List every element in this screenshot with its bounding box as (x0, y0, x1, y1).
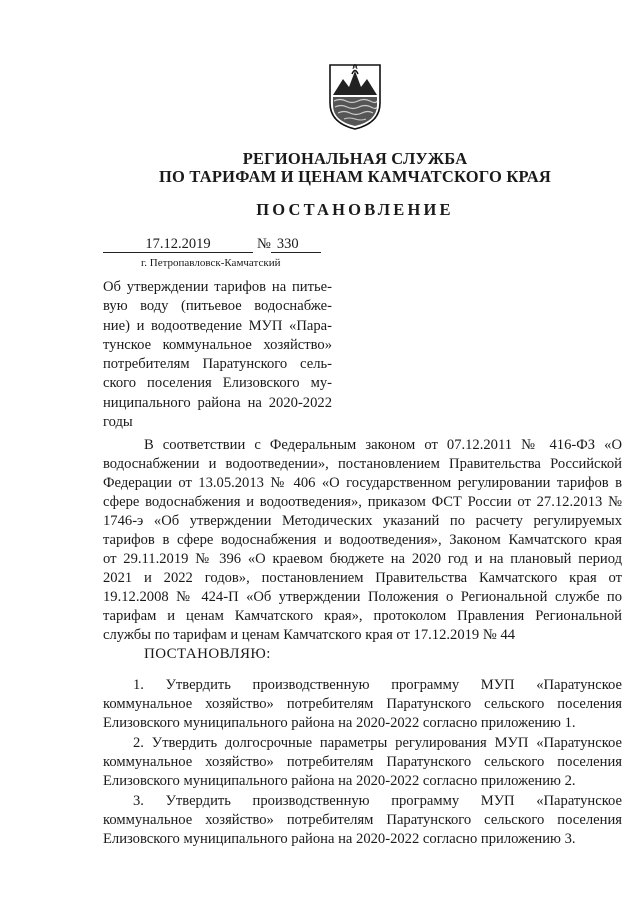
preamble-line: водоснабжении и водоотведении», постановлением Правительства Российской (103, 456, 622, 472)
item-line: Елизовского муниципального района на 2020-2022 согласно приложению 1. (103, 715, 576, 731)
title-line: тунское коммунальное хозяйство» (103, 336, 332, 353)
preamble-line: Федерации от 13.05.2013 № 406 «О государственном регулировании тарифов в (103, 475, 622, 491)
resolution-item-2 (103, 734, 622, 791)
resolution-items (103, 676, 622, 849)
preamble-line: 2021 и 2022 годов», постановлением Правительства Камчатского края от (103, 570, 622, 586)
date-number-line (103, 236, 321, 253)
item-line: коммунальное хозяйство» потребителям Паратунского сельского поселения (103, 812, 622, 828)
document-title (103, 278, 332, 432)
number-sign: № (257, 236, 271, 252)
item-line: коммунальное хозяйство» потребителям Паратунского сельского поселения (103, 696, 622, 712)
title-line: годы (103, 414, 133, 431)
item-line: 3. Утвердить производственную программу МУП «Паратунское (133, 793, 622, 809)
title-line: ского поселения Елизовского му- (103, 375, 332, 392)
title-line: потребителям Паратунского сель- (103, 356, 332, 373)
item-line: 1. Утвердить производственную программу МУП «Паратунское (133, 677, 622, 693)
resolution-item-1 (103, 676, 622, 733)
preamble-line: тарифов в сфере водоснабжения и водоотведения», Законом Камчатского края (103, 532, 622, 548)
document-number: 330 (271, 237, 321, 253)
coat-of-arms-emblem (327, 61, 383, 131)
issuer-name-line-1: РЕГИОНАЛЬНАЯ СЛУЖБА (242, 149, 468, 168)
preamble-line: службы по тарифам и ценам Камчатского края от 17.12.2019 № 44 (103, 627, 516, 643)
preamble-line: 19.12.2008 № 424-П «Об утверждении Положения о Региональной службе по (103, 589, 622, 605)
preamble-line: тарифам и ценам Камчатского края», протоколом Правления Региональной (103, 608, 622, 624)
issue-place: г. Петропавловск-Камчатский (141, 257, 281, 269)
resolution-item-3 (103, 792, 622, 849)
item-line: Елизовского муниципального района на 2020-2022 согласно приложению 3. (103, 831, 576, 847)
preamble-line: сфере водоснабжения и водоотведения», приказом ФСТ России от 27.12.2013 № (103, 494, 622, 510)
issuer-name-line-2: ПО ТАРИФАМ И ЦЕНАМ КАМЧАТСКОГО КРАЯ (159, 167, 551, 186)
preamble-paragraph (103, 436, 622, 645)
item-line: 2. Утвердить долгосрочные параметры регулирования МУП «Паратунское (133, 735, 622, 751)
preamble-line: В соответствии с Федеральным законом от 07.12.2011 № 416-ФЗ «О (144, 437, 622, 453)
item-line: Елизовского муниципального района на 2020-2022 согласно приложению 2. (103, 773, 576, 789)
title-line: Об утверждении тарифов на питье- (103, 279, 332, 295)
preamble-line: 1746-э «Об утверждении Методических указаний по расчету регулируемых (103, 513, 622, 529)
title-line: ниципального района на 2020-2022 (103, 394, 332, 411)
preamble-line: от 29.11.2019 № 396 «О краевом бюджете на 2020 год и на плановый период (103, 551, 622, 567)
item-line: коммунальное хозяйство» потребителям Паратунского сельского поселения (103, 754, 622, 770)
title-line: вую воду (питьевое водоснабже- (103, 298, 332, 315)
document-type: ПОСТАНОВЛЕНИЕ (256, 200, 454, 219)
title-line: ние) и водоотведение МУП «Пара- (103, 317, 332, 334)
document-date: 17.12.2019 (103, 237, 253, 253)
resolve-heading: ПОСТАНОВЛЯЮ: (144, 646, 271, 662)
